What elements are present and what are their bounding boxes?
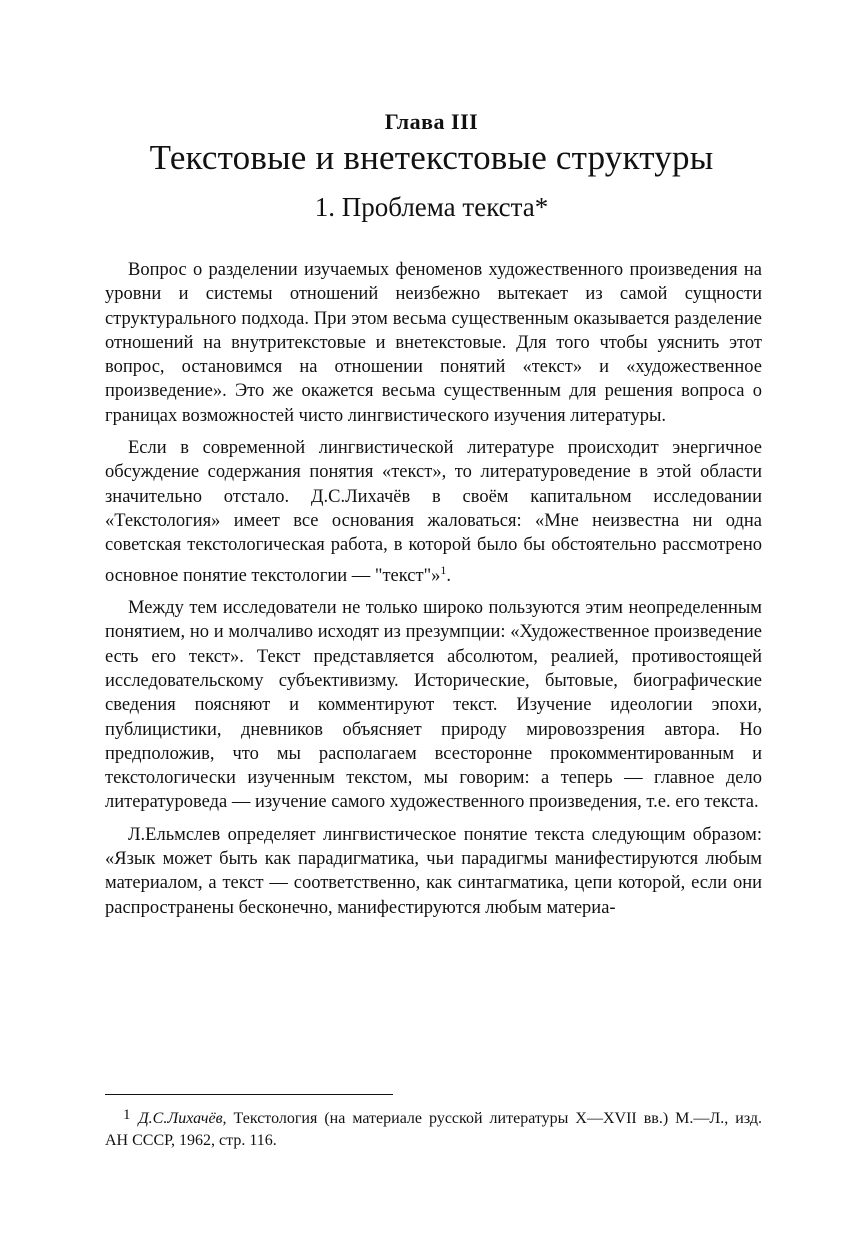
paragraph-text: Если в современной лингвистической литературе происходит энергичное обсуждение содержания понятия «текст», то литературоведение в этой области значительно отстало. Д.С.Лихачёв в своём капитальном исследовании «Текстология» имеет все основания жаловаться: «Мне неизвестна ни одна советская текстологическая работа, в которой было бы обстоятельно рассмотрено основное понятие текстологии — "текст"» <box>105 438 762 586</box>
footnote-reference: 1 <box>440 562 447 577</box>
footnote <box>105 1104 762 1152</box>
footnote-text: Текстология (на материале русской литературы X—XVII вв.) М.—Л., изд. АН СССР, 1962, стр. 116. <box>105 1110 762 1149</box>
footnote-author: Д.С.Лихачёв, <box>138 1110 227 1127</box>
footnote-number: 1 <box>123 1107 131 1123</box>
paragraph: Если в современной лингвистической литературе происходит энергичное обсуждение содержания понятия «текст», то литературоведение в этой области значительно отстало. Д.С.Лихачёв в своём капитальном исследовании «Текстология» имеет все основания жаловаться: «Мне неизвестна ни одна советская текстологическая работа, в которой было бы обстоятельно рассмотрено основное понятие текстологии — "текст"»$^1$. <box>105 438 762 586</box>
paragraph: Л.Ельмслев определяет лингвистическое понятие текста следующим образом: «Язык может быть как парадигматика, чьи парадигмы манифестируются любым материалом, а текст — соответственно, как синтагматика, цепи которой, если они распространены бесконечно, манифестируются любым материа- <box>105 824 762 918</box>
section-heading: 1. Проблема текста* <box>314 192 549 222</box>
footnote-divider <box>105 1094 393 1095</box>
body-text <box>105 258 762 928</box>
chapter-heading: Глава III <box>384 109 479 134</box>
paragraph: Между тем исследователи не только широко пользуются этим неопределенным понятием, но и молчаливо исходят из презумпции: «Художественное произведение есть его текст». Текст представляется абсолютом, реалией, противостоящей исследовательскому субъективизму. Исторические, бытовые, биографические сведения поясняют и комментируют текст. Изучение идеологии эпохи, публицистики, дневников объясняет природу мировоззрения автора. Но предположив, что мы располагаем всесторонне прокомментированным и текстологически изученным текстом, мы говорим: а теперь — главное дело литературоведа — изучение самого художественного произведения, т.е. его текста. <box>105 598 762 813</box>
paragraph: Вопрос о разделении изучаемых феноменов художественного произведения на уровни и системы отношений неизбежно вытекает из самой сущности структурального подхода. При этом весьма существенным оказывается разделение отношений на внутритекстовые и внетекстовые. Для того чтобы уяснить этот вопрос, остановимся на отношении понятий «текст» и «художественное произведение». Это же окажется весьма существенным для решения вопроса о границах возможностей чисто лингвистического изучения литературы. <box>105 260 762 426</box>
chapter-title: Текстовые и внетекстовые структуры <box>149 138 714 177</box>
